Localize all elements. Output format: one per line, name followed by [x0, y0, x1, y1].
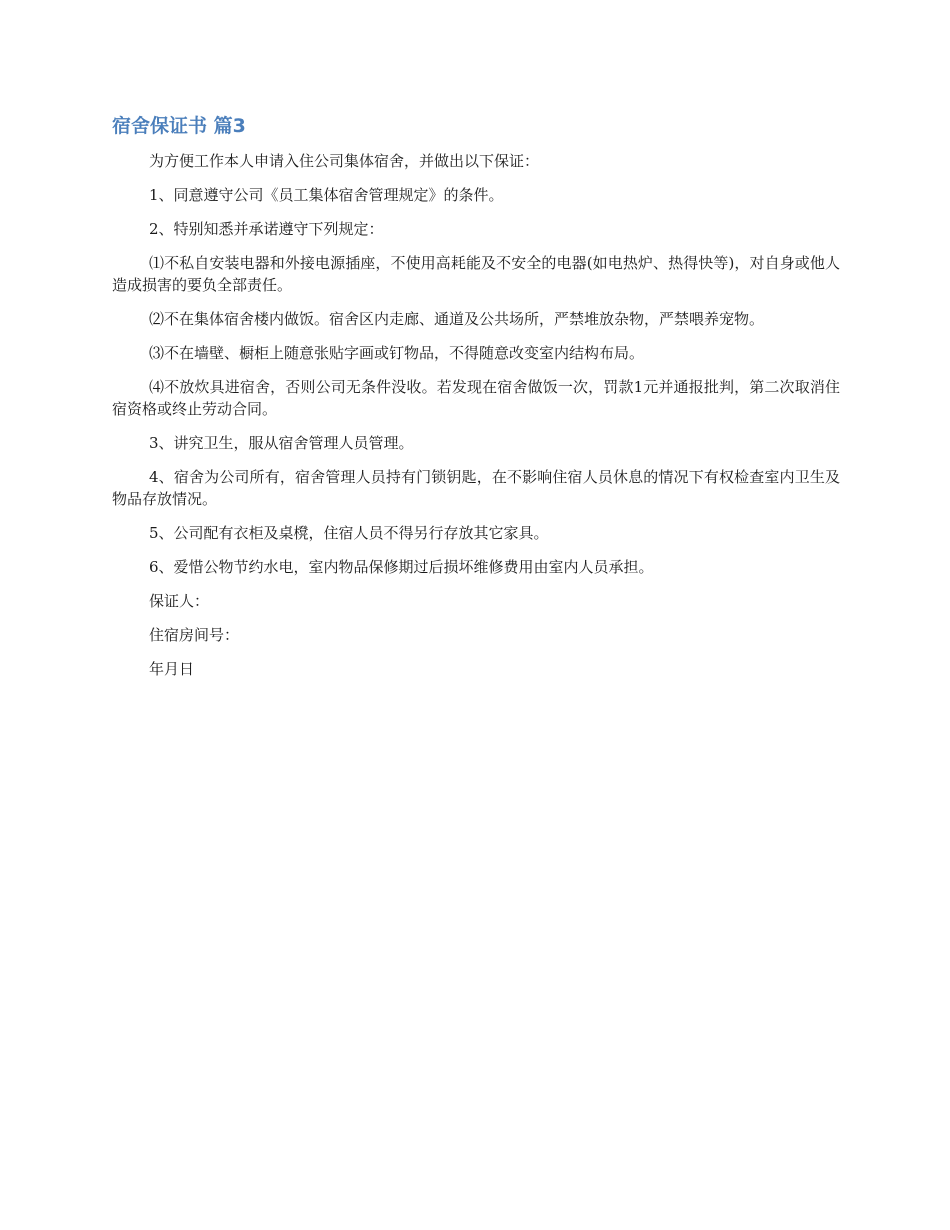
clause-1: 1、同意遵守公司《员工集体宿舍管理规定》的条件。 [149, 186, 504, 204]
document-title: 宿舍保证书 篇3 [112, 115, 246, 137]
sub-clause-2: ⑵不在集体宿舍楼内做饭。宿舍区内走廊、通道及公共场所，严禁堆放杂物，严禁喂养宠物。 [149, 310, 765, 328]
clause-2: 2、特别知悉并承诺遵守下列规定： [149, 220, 384, 238]
sub-clause-4: ⑷不放炊具进宿舍，否则公司无条件没收。若发现在宿舍做饭一次，罚款1元并通报批判，第二次取消住宿资格或终止劳动合同。 [112, 378, 840, 418]
room-number-line: 住宿房间号： [149, 626, 240, 644]
date-line: 年月日 [149, 660, 195, 678]
clause-6: 6、爱惜公物节约水电，室内物品保修期过后损坏维修费用由室内人员承担。 [149, 558, 654, 576]
clause-3: 3、讲究卫生，服从宿舍管理人员管理。 [149, 434, 414, 452]
guarantor-line: 保证人： [149, 592, 210, 610]
intro-paragraph: 为方便工作本人申请入住公司集体宿舍，并做出以下保证： [149, 152, 540, 170]
clause-5: 5、公司配有衣柜及桌櫈，住宿人员不得另行存放其它家具。 [149, 524, 549, 542]
document-body [112, 150, 840, 692]
sub-clause-1: ⑴不私自安装电器和外接电源插座，不使用高耗能及不安全的电器(如电热炉、热得快等)，对自身或他人造成损害的要负全部责任。 [112, 254, 840, 294]
clause-4: 4、宿舍为公司所有，宿舍管理人员持有门锁钥匙，在不影响住宿人员休息的情况下有权检查室内卫生及物品存放情况。 [112, 468, 840, 508]
sub-clause-3: ⑶不在墙壁、橱柜上随意张贴字画或钉物品，不得随意改变室内结构布局。 [149, 344, 645, 362]
